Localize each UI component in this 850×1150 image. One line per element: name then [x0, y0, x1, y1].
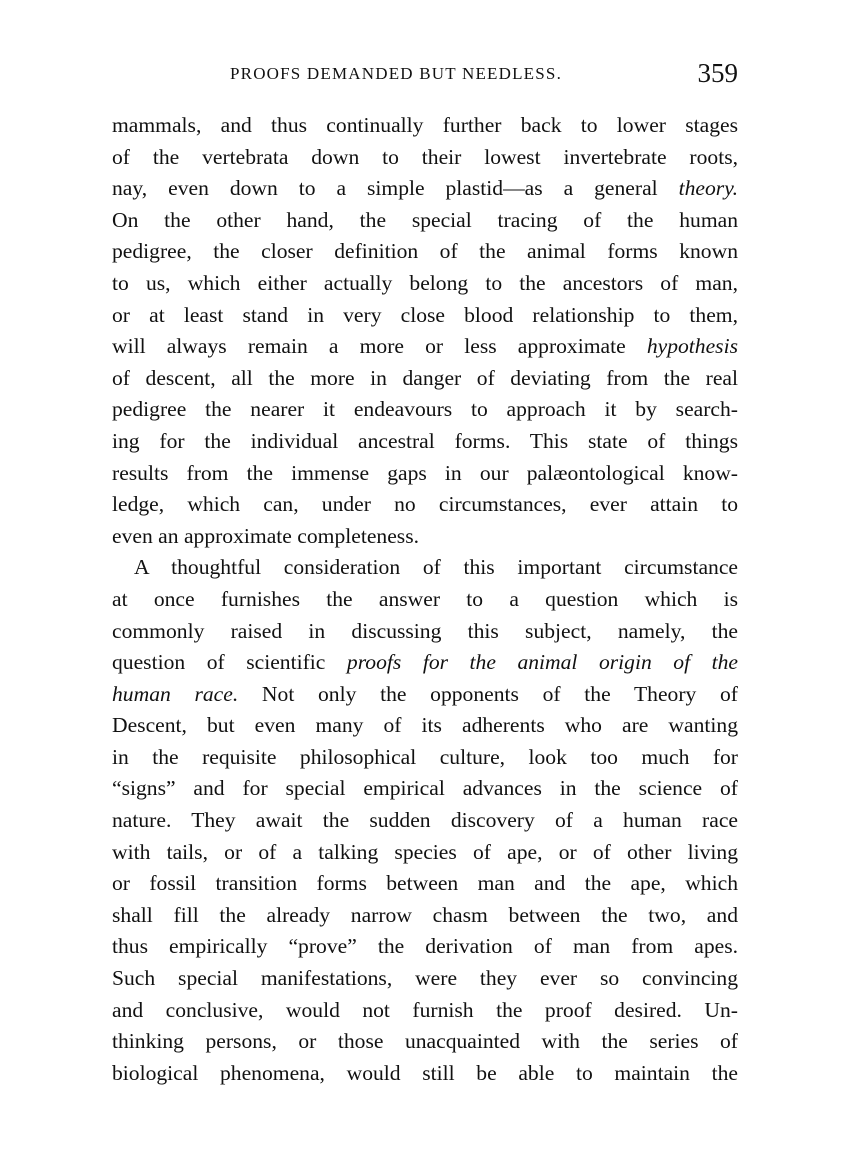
text-line: [112, 1026, 738, 1058]
text-segment: mammals, and thus continually further back to lower stages: [112, 113, 738, 137]
text-line: [112, 647, 738, 679]
text-line: [112, 205, 738, 237]
text-segment: question of scientific: [112, 650, 347, 675]
text-line: [112, 710, 738, 742]
text-line: [112, 868, 738, 900]
text-segment: or at least stand in very close blood relationship to them,: [112, 302, 738, 327]
text-line: [112, 489, 738, 521]
text-line: [112, 142, 738, 174]
text-line: [112, 300, 738, 332]
text-line: [112, 173, 738, 205]
italic-text: theory.: [678, 176, 738, 201]
text-segment: pedigree, the closer definition of the animal forms known: [112, 239, 738, 264]
text-line: [112, 458, 738, 490]
text-segment: ing for the individual ancestral forms. This state of things: [112, 428, 738, 453]
text-segment: Not only the opponents of the Theory of: [238, 681, 738, 706]
text-segment: ledge, which can, under no circumstances, ever attain to: [112, 492, 738, 517]
text-line: [112, 931, 738, 963]
text-segment: pedigree the nearer it endeavours to approach it by search-: [112, 397, 738, 422]
text-segment: and conclusive, would not furnish the proof desired. Un-: [112, 997, 738, 1022]
page-number: 359: [697, 58, 738, 88]
text-segment: even an approximate completeness.: [112, 523, 419, 548]
text-line: [112, 679, 738, 711]
text-line: [112, 742, 738, 774]
text-line: [112, 521, 738, 553]
text-segment: to us, which either actually belong to the ancestors of man,: [112, 270, 738, 295]
text-line: [112, 900, 738, 932]
text-line: [112, 363, 738, 395]
text-segment: of the vertebrata down to their lowest invertebrate roots,: [112, 144, 738, 169]
text-line: [112, 995, 738, 1027]
text-line: [112, 394, 738, 426]
text-line: [112, 331, 738, 363]
text-segment: shall fill the already narrow chasm between the two, and: [112, 902, 738, 927]
text-line: [112, 552, 738, 584]
text-segment: commonly raised in discussing this subject, namely, the: [112, 618, 738, 643]
text-line: [112, 616, 738, 648]
italic-text: proofs for the animal origin of the: [346, 650, 738, 675]
running-title: PROOFS DEMANDED BUT NEEDLESS.: [230, 64, 563, 83]
text-segment: will always remain a more or less approximate: [112, 334, 647, 359]
text-segment: A thoughtful consideration of this important circumstance: [134, 555, 738, 580]
text-line: [112, 1058, 738, 1090]
text-line: [112, 805, 738, 837]
text-segment: “signs” and for special empirical advances in the science of: [112, 776, 738, 801]
text-segment: Descent, but even many of its adherents who are wanting: [112, 713, 738, 738]
text-line: [112, 773, 738, 805]
body-text: [112, 110, 738, 1089]
italic-text: hypothesis: [646, 334, 738, 359]
text-segment: at once furnishes the answer to a question which is: [112, 586, 738, 611]
text-segment: On the other hand, the special tracing of the human: [112, 207, 738, 232]
text-segment: nay, even down to a simple plastid—as a general: [112, 176, 679, 201]
text-segment: nature. They await the sudden discovery of a human race: [112, 808, 738, 833]
text-line: [112, 268, 738, 300]
text-segment: of descent, all the more in danger of deviating from the real: [112, 365, 738, 390]
text-segment: with tails, or of a talking species of ape, or of other living: [112, 839, 738, 864]
text-line: [112, 584, 738, 616]
text-line: [112, 963, 738, 995]
text-segment: thinking persons, or those unacquainted with the series of: [112, 1029, 738, 1054]
text-segment: in the requisite philosophical culture, look too much for: [112, 744, 738, 769]
text-line: [112, 236, 738, 268]
text-line: [112, 426, 738, 458]
text-segment: Such special manifestations, were they ever so convincing: [112, 966, 738, 991]
text-segment: thus empirically “prove” the derivation of man from apes.: [112, 934, 738, 959]
text-segment: results from the immense gaps in our palæontological know-: [112, 460, 738, 485]
text-segment: biological phenomena, would still be able to maintain the: [112, 1060, 738, 1085]
text-line: [112, 837, 738, 869]
italic-text: human race.: [112, 681, 239, 706]
running-head: [110, 58, 738, 92]
text-segment: or fossil transition forms between man and the ape, which: [112, 871, 738, 896]
text-line: [112, 110, 738, 142]
